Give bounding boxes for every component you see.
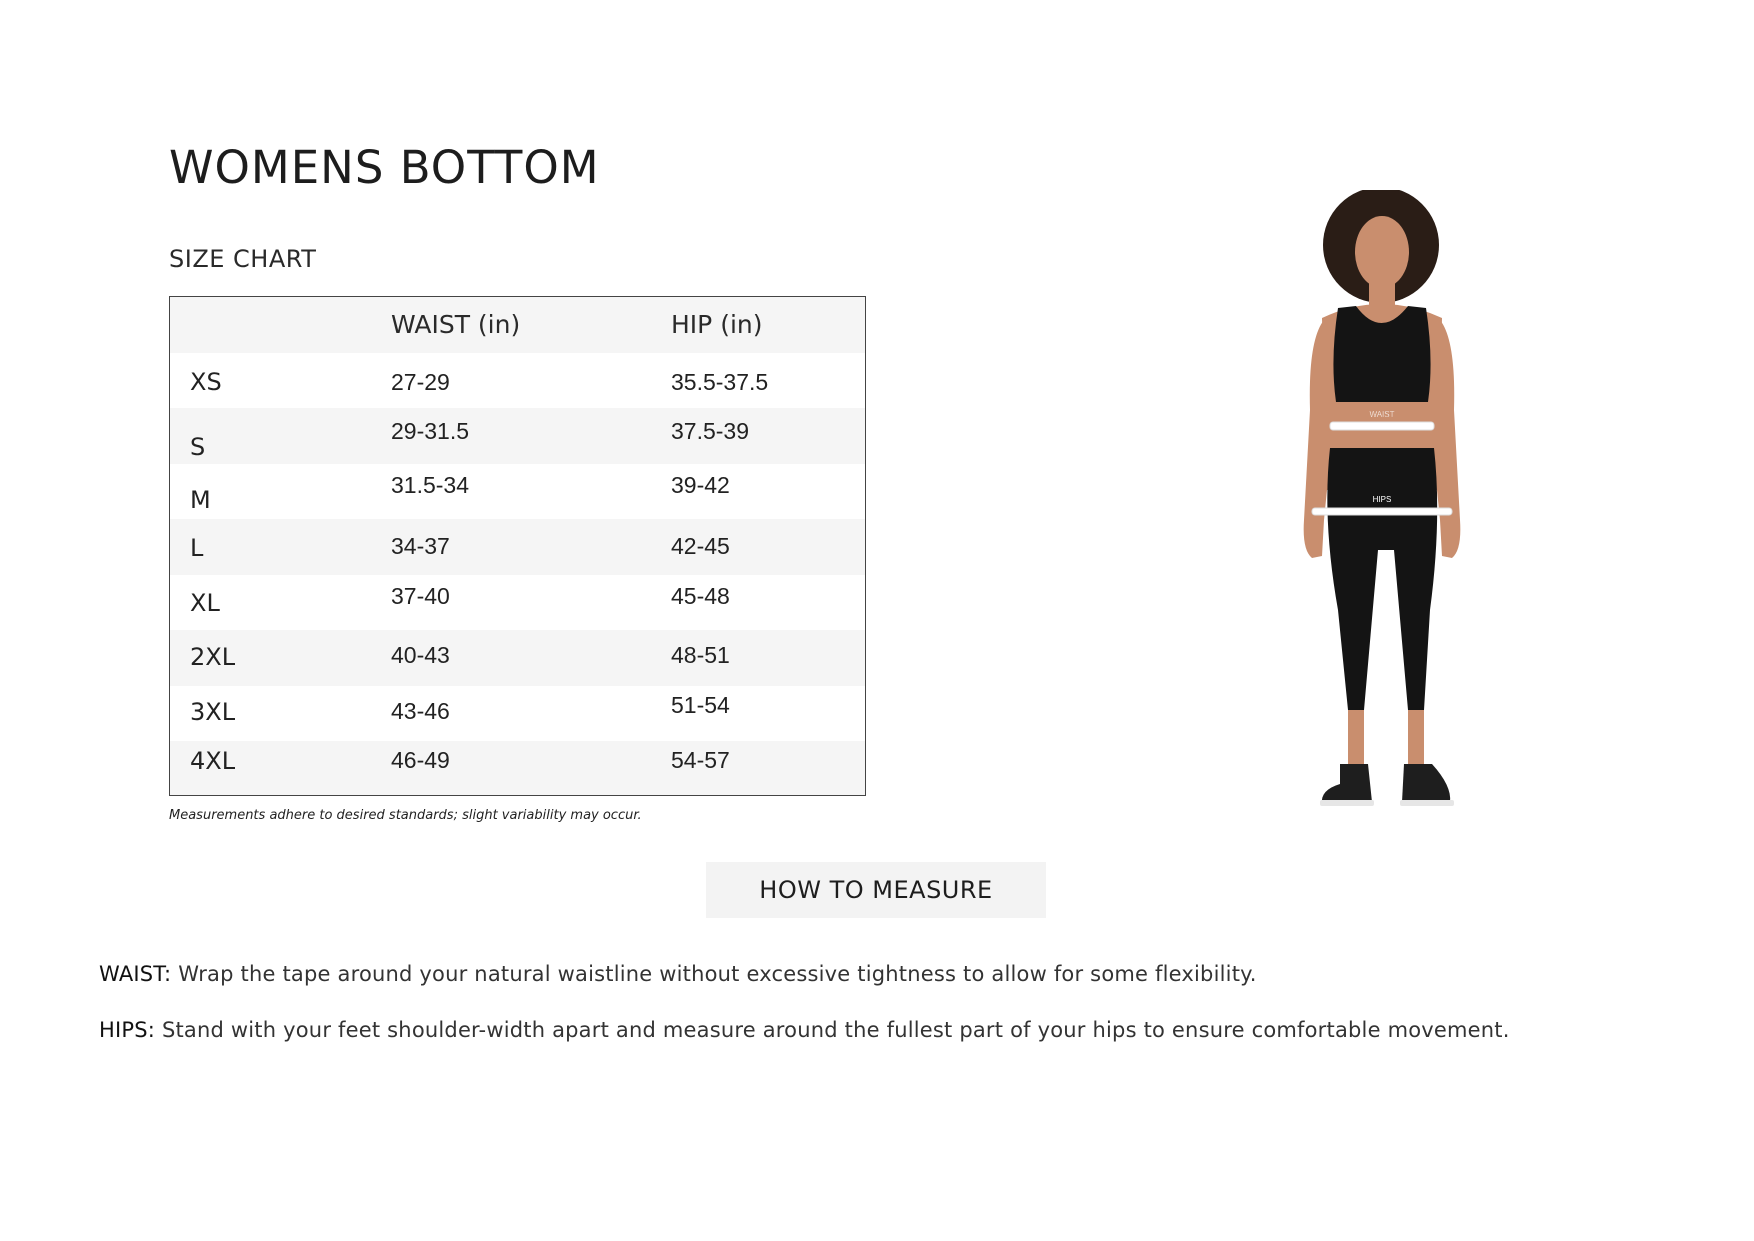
model-neck — [1369, 280, 1395, 306]
table-row — [170, 630, 865, 686]
hip-cell: 42-45 — [671, 533, 730, 559]
waist-cell: 46-49 — [391, 747, 450, 773]
hip-cell: 54-57 — [671, 747, 730, 773]
hips-band-tag: HIPS — [1372, 495, 1392, 504]
waist-cell: 31.5-34 — [391, 471, 470, 498]
model-left-calf — [1348, 710, 1364, 770]
waist-cell: 34-37 — [391, 533, 450, 559]
model-leggings — [1327, 448, 1437, 710]
hip-cell: 45-48 — [671, 582, 730, 609]
table-row — [170, 464, 865, 520]
model-figure-illustration — [1260, 190, 1500, 830]
waist-instruction-label: WAIST: — [99, 962, 172, 986]
waist-cell: 29-31.5 — [391, 418, 470, 444]
how-to-measure-button[interactable]: HOW TO MEASURE — [706, 862, 1046, 918]
table-row — [170, 741, 865, 796]
waist-instruction-text: Wrap the tape around your natural waistline without excessive tightness to allow for some flexibility. — [178, 962, 1257, 986]
waist-cell: 37-40 — [391, 582, 450, 609]
size-chart-heading: SIZE CHART — [169, 245, 317, 273]
model-right-calf — [1408, 710, 1424, 770]
table-row — [170, 408, 865, 464]
header-hip: HIP (in) — [671, 310, 763, 339]
model-face — [1355, 216, 1409, 288]
size-cell: XL — [190, 588, 220, 617]
size-cell: S — [190, 433, 206, 461]
size-cell: 4XL — [190, 747, 236, 775]
table-header-row — [170, 297, 865, 353]
table-row — [170, 575, 865, 631]
size-cell: 3XL — [190, 697, 236, 726]
hip-cell: 35.5-37.5 — [671, 368, 769, 395]
waist-cell: 40-43 — [391, 642, 450, 668]
hips-instruction-label: HIPS: — [99, 1018, 156, 1042]
model-left-sole — [1320, 800, 1374, 806]
hip-cell: 48-51 — [671, 642, 730, 668]
table-row — [170, 686, 865, 742]
waist-instruction — [99, 962, 1257, 986]
page-title: WOMENS BOTTOM — [169, 141, 600, 194]
hip-cell: 51-54 — [671, 691, 730, 718]
measurement-disclaimer: Measurements adhere to desired standards; slight variability may occur. — [169, 808, 642, 823]
hips-measure-band — [1312, 508, 1452, 515]
hip-cell: 39-42 — [671, 471, 730, 498]
model-right-sole — [1400, 800, 1454, 806]
size-cell: M — [190, 485, 211, 514]
model-left-shoe — [1322, 764, 1372, 804]
waist-measure-band — [1330, 422, 1434, 430]
hips-instruction — [99, 1018, 1510, 1042]
size-cell: XS — [190, 367, 222, 396]
hip-cell: 37.5-39 — [671, 418, 750, 444]
size-cell: 2XL — [190, 643, 236, 671]
size-chart-table — [169, 296, 866, 796]
waist-cell: 27-29 — [391, 368, 450, 395]
waist-band-tag: WAIST — [1369, 410, 1395, 419]
header-waist: WAIST (in) — [391, 310, 521, 339]
model-right-shoe — [1402, 764, 1450, 802]
table-row — [170, 353, 865, 409]
table-row — [170, 519, 865, 575]
size-cell: L — [190, 534, 204, 562]
hips-instruction-text: Stand with your feet shoulder-width apart and measure around the fullest part of your hips to ensure comfortable movement. — [161, 1018, 1510, 1042]
waist-cell: 43-46 — [391, 697, 450, 724]
